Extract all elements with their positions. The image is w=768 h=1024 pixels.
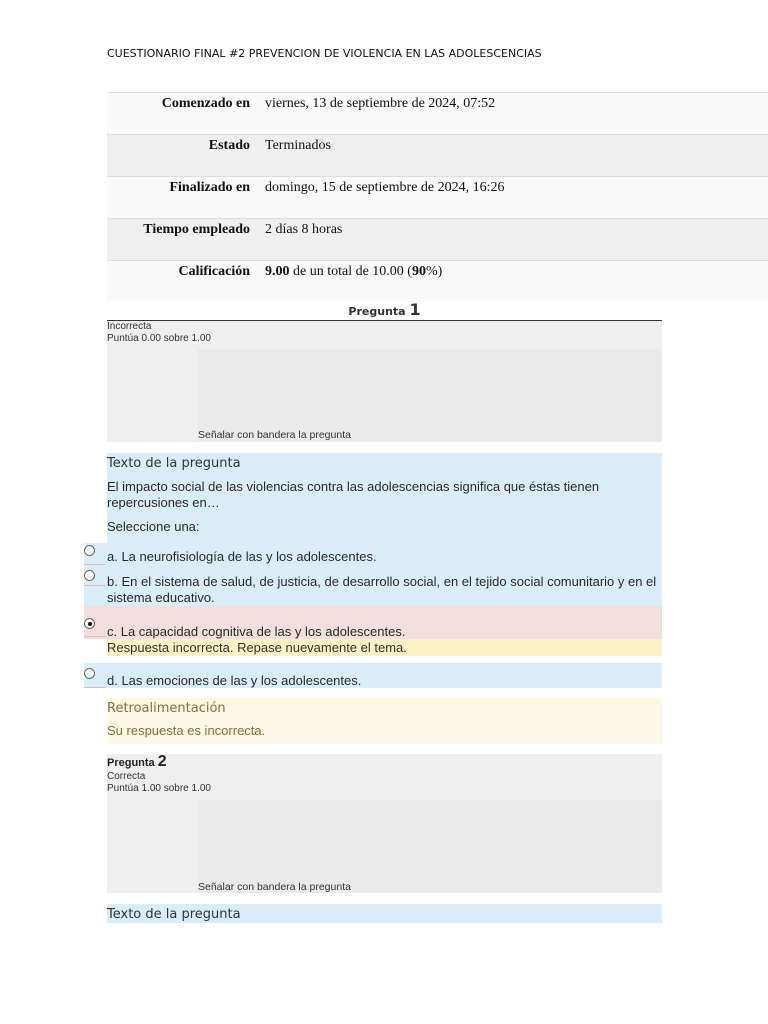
question-2-number: 2 bbox=[157, 753, 167, 770]
question-1-text-box bbox=[107, 453, 662, 556]
question-1-flag-link[interactable]: Señalar con bandera la pregunta bbox=[198, 429, 351, 441]
attempt-summary-table bbox=[107, 92, 768, 301]
question-1-points: Puntúa 0.00 sobre 1.00 bbox=[107, 333, 211, 344]
question-1-select-prompt: Seleccione una: bbox=[107, 519, 200, 534]
question-1-feedback-box bbox=[107, 698, 662, 744]
question-2-status: Correcta bbox=[107, 771, 146, 782]
question-1-option-a[interactable] bbox=[84, 543, 662, 565]
question-1-text: El impacto social de las violencias contra las adolescencias significa que éstas tienen repercusiones en… bbox=[107, 479, 600, 510]
option-c-inline-feedback: Respuesta incorrecta. Repase nuevamente el tema. bbox=[107, 639, 662, 656]
option-b-text: b. En el sistema de salud, de justicia, de desarrollo social, en el tejido social comunitario y en el sistema educativo. bbox=[107, 574, 657, 605]
finished-label: Finalizado en bbox=[169, 180, 250, 195]
question-1-text-heading: Texto de la pregunta bbox=[107, 456, 241, 471]
question-1-option-d[interactable] bbox=[84, 663, 662, 688]
grade-mid-text: de un total de 10.00 ( bbox=[289, 264, 412, 279]
question-1-option-b[interactable] bbox=[84, 565, 662, 606]
time-label: Tiempo empleado bbox=[143, 222, 250, 237]
option-c-label: c. La capacidad cognitiva de las y los adolescentes. bbox=[107, 624, 406, 639]
question-2-text-box bbox=[107, 904, 662, 923]
question-1-option-c[interactable] bbox=[84, 606, 662, 639]
question-2-info bbox=[107, 754, 662, 893]
question-2-flag-link[interactable]: Señalar con bandera la pregunta bbox=[198, 881, 351, 893]
feedback-text: Su respuesta es incorrecta. bbox=[107, 723, 266, 738]
question-1-header bbox=[107, 300, 662, 321]
option-d-radio[interactable] bbox=[84, 668, 95, 679]
option-a-label: a. La neurofisiología de las y los adolescentes. bbox=[107, 549, 377, 564]
question-2-points: Puntúa 1.00 sobre 1.00 bbox=[107, 783, 211, 794]
summary-row-time bbox=[107, 218, 768, 260]
question-2-header bbox=[107, 754, 662, 771]
grade-value bbox=[250, 261, 442, 280]
document-title: CUESTIONARIO FINAL #2 PREVENCION DE VIOLENCIA EN LAS ADOLESCENCIAS bbox=[107, 47, 542, 60]
info-shade-2 bbox=[198, 800, 662, 893]
option-c-radio-selected[interactable] bbox=[84, 618, 95, 629]
grade-label: Calificación bbox=[178, 264, 250, 279]
summary-row-started bbox=[107, 92, 768, 134]
option-a-radio[interactable] bbox=[84, 545, 95, 556]
time-value: 2 días 8 horas bbox=[265, 222, 343, 237]
summary-row-grade bbox=[107, 260, 768, 301]
grade-end-text: %) bbox=[425, 264, 443, 279]
finished-value: domingo, 15 de septiembre de 2024, 16:26 bbox=[265, 180, 505, 195]
option-b-label bbox=[107, 574, 662, 605]
question-1-info bbox=[107, 321, 662, 442]
question-1-label: Pregunta bbox=[348, 305, 406, 318]
option-b-underline bbox=[84, 585, 106, 586]
summary-row-state bbox=[107, 134, 768, 176]
option-b-radio[interactable] bbox=[84, 570, 95, 581]
grade-percent: 90 bbox=[411, 264, 426, 279]
state-value: Terminados bbox=[265, 138, 331, 153]
started-label: Comenzado en bbox=[161, 96, 250, 111]
option-c-underline bbox=[84, 636, 106, 637]
option-d-label: d. Las emociones de las y los adolescentes. bbox=[107, 673, 362, 688]
grade-score: 9.00 bbox=[265, 264, 290, 279]
question-1-status: Incorrecta bbox=[107, 321, 152, 332]
question-2-label: Pregunta bbox=[107, 757, 155, 769]
feedback-heading: Retroalimentación bbox=[107, 701, 226, 716]
state-label: Estado bbox=[208, 138, 250, 153]
question-1-number: 1 bbox=[409, 300, 421, 319]
started-value: viernes, 13 de septiembre de 2024, 07:52 bbox=[265, 96, 496, 111]
question-2-text-heading: Texto de la pregunta bbox=[107, 907, 241, 922]
option-d-underline bbox=[84, 687, 106, 688]
summary-row-finished bbox=[107, 176, 768, 218]
